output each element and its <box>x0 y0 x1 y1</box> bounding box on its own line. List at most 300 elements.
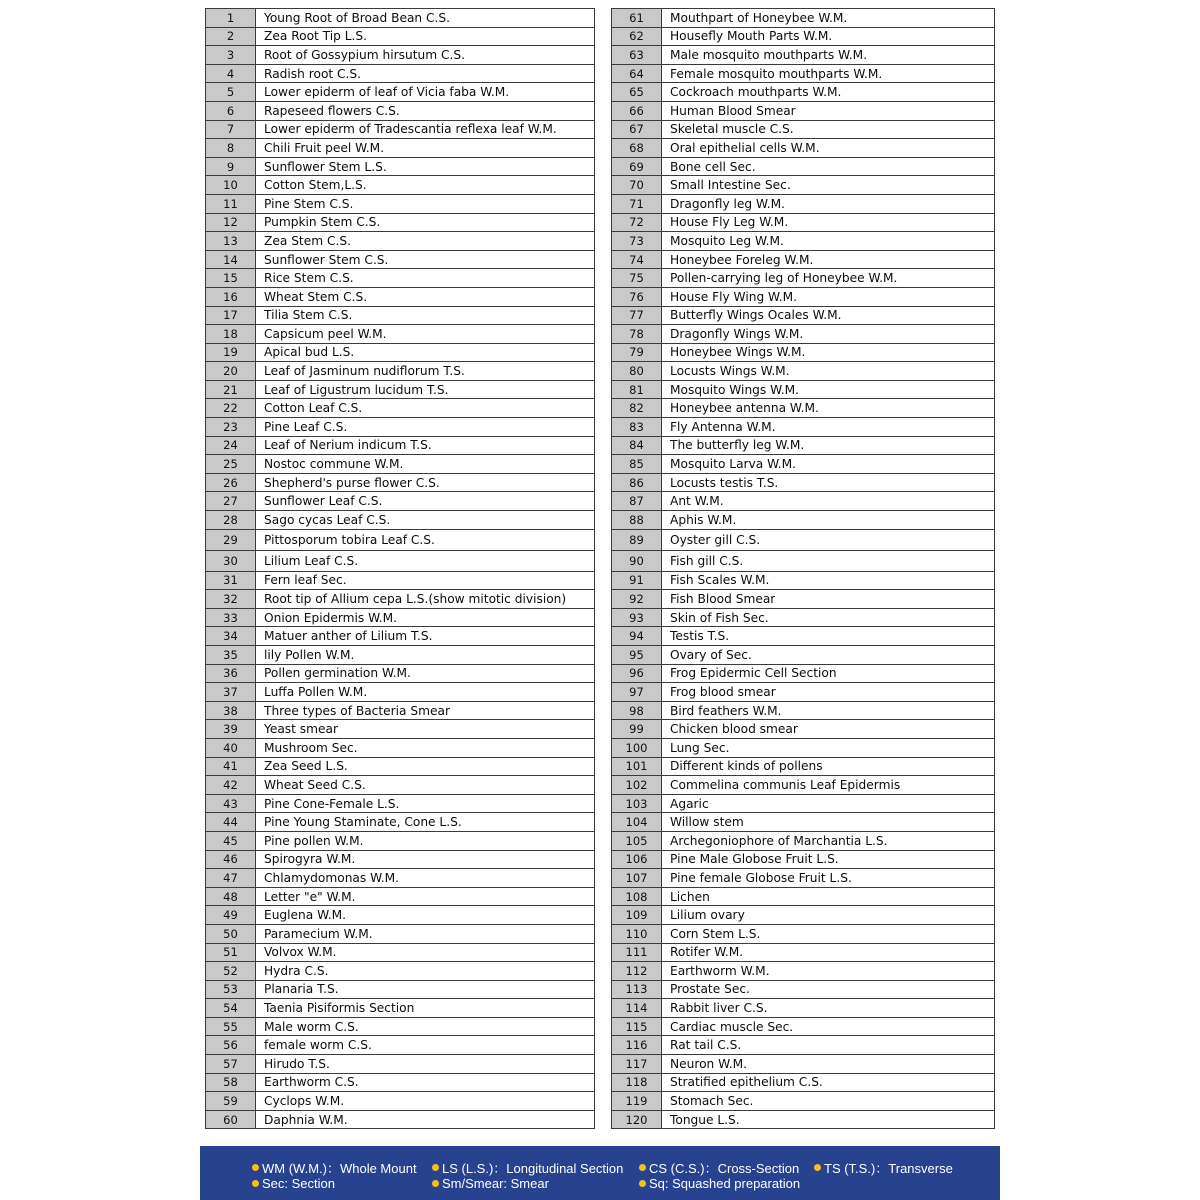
table-row <box>611 758 995 777</box>
slide-number: 7 <box>206 121 256 139</box>
slide-name: Onion Epidermis W.M. <box>264 610 398 625</box>
slide-name: Dragonfly Wings W.M. <box>670 326 804 341</box>
table-row <box>611 1018 995 1037</box>
slide-name: Root tip of Allium cepa L.S.(show mitotic division) <box>264 592 567 607</box>
slide-name: Fern leaf Sec. <box>264 573 347 588</box>
slide-name: Chlamydomonas W.M. <box>264 870 400 885</box>
slide-name: Sunflower Stem L.S. <box>264 159 387 174</box>
slide-name: Cotton Leaf C.S. <box>264 401 363 416</box>
slide-number: 33 <box>206 609 256 627</box>
slide-number: 11 <box>206 195 256 213</box>
slide-number: 92 <box>612 590 662 608</box>
table-row <box>611 65 995 84</box>
table-row <box>611 28 995 47</box>
slide-number: 100 <box>612 739 662 757</box>
table-row <box>205 981 595 1000</box>
slide-number: 64 <box>612 65 662 83</box>
table-row <box>611 251 995 270</box>
slide-name: Male worm C.S. <box>264 1019 359 1034</box>
table-row <box>611 981 995 1000</box>
table-row <box>205 869 595 888</box>
slide-number: 61 <box>612 9 662 27</box>
table-row <box>205 511 595 530</box>
slide-name: Agaric <box>670 796 709 811</box>
slide-list-right <box>611 8 995 1129</box>
slide-number: 17 <box>206 307 256 325</box>
slide-name: Pollen-carrying leg of Honeybee W.M. <box>670 271 898 286</box>
slide-number: 119 <box>612 1092 662 1110</box>
slide-name: Cyclops W.M. <box>264 1094 345 1109</box>
slide-number: 8 <box>206 139 256 157</box>
slide-name: Corn Stem L.S. <box>670 926 761 941</box>
slide-number: 65 <box>612 83 662 101</box>
table-row <box>611 492 995 511</box>
table-row <box>611 888 995 907</box>
table-row <box>611 720 995 739</box>
slide-name: Cotton Stem,L.S. <box>264 178 367 193</box>
slide-number: 87 <box>612 492 662 510</box>
table-row <box>205 1111 595 1130</box>
slide-number: 114 <box>612 999 662 1017</box>
table-row <box>611 739 995 758</box>
table-row <box>611 609 995 628</box>
slide-name: Pine Leaf C.S. <box>264 419 348 434</box>
table-row <box>611 869 995 888</box>
slide-name: Dragonfly leg W.M. <box>670 196 785 211</box>
slide-name: Ant W.M. <box>670 494 724 509</box>
slide-number: 104 <box>612 813 662 831</box>
table-row <box>205 492 595 511</box>
slide-number: 10 <box>206 176 256 194</box>
table-row <box>205 102 595 121</box>
slide-number: 57 <box>206 1055 256 1073</box>
table-row <box>611 46 995 65</box>
slide-name: Lower epiderm of leaf of Vicia faba W.M. <box>264 85 510 100</box>
table-row <box>611 590 995 609</box>
slide-name: Locusts Wings W.M. <box>670 364 790 379</box>
slide-name: Lilium Leaf C.S. <box>264 553 359 568</box>
slide-name: Bird feathers W.M. <box>670 703 782 718</box>
table-row <box>205 665 595 684</box>
slide-number: 28 <box>206 511 256 529</box>
slide-name: Ovary of Sec. <box>670 647 752 662</box>
slide-name: lily Pollen W.M. <box>264 647 355 662</box>
slide-name: Skeletal muscle C.S. <box>670 122 794 137</box>
table-row <box>205 381 595 400</box>
slide-number: 47 <box>206 869 256 887</box>
table-row <box>205 646 595 665</box>
slide-name: Honeybee Wings W.M. <box>670 345 806 360</box>
legend-item-ls: LS (L.S.)：Longitudinal Section <box>432 1158 623 1177</box>
table-row <box>205 906 595 925</box>
slide-number: 67 <box>612 121 662 139</box>
slide-name: Frog Epidermic Cell Section <box>670 666 837 681</box>
slide-number: 74 <box>612 251 662 269</box>
table-row <box>611 195 995 214</box>
slide-number: 14 <box>206 251 256 269</box>
slide-name: Lung Sec. <box>670 740 730 755</box>
slide-number: 59 <box>206 1092 256 1110</box>
slide-name: Pine Young Staminate, Cone L.S. <box>264 815 462 830</box>
slide-name: Stomach Sec. <box>670 1094 754 1109</box>
slide-number: 58 <box>206 1074 256 1092</box>
slide-number: 44 <box>206 813 256 831</box>
slide-name: Shepherd's purse flower C.S. <box>264 475 440 490</box>
slide-number: 36 <box>206 665 256 683</box>
table-row <box>205 158 595 177</box>
slide-number: 15 <box>206 269 256 287</box>
slide-name: Volvox W.M. <box>264 945 337 960</box>
slide-number: 76 <box>612 288 662 306</box>
slide-number: 32 <box>206 590 256 608</box>
slide-name: Paramecium W.M. <box>264 926 373 941</box>
slide-name: Rabbit liver C.S. <box>670 1001 768 1016</box>
slide-number: 73 <box>612 232 662 250</box>
slide-name: Stratified epithelium C.S. <box>670 1075 823 1090</box>
bullet-icon <box>252 1164 259 1171</box>
slide-name: Matuer anther of Lilium T.S. <box>264 629 433 644</box>
slide-name: Wheat Seed C.S. <box>264 777 366 792</box>
table-row <box>205 83 595 102</box>
bullet-icon <box>814 1164 821 1171</box>
slide-name: Fish Blood Smear <box>670 592 776 607</box>
slide-number: 95 <box>612 646 662 664</box>
slide-number: 54 <box>206 999 256 1017</box>
slide-number: 38 <box>206 702 256 720</box>
table-row <box>611 214 995 233</box>
slide-name: Chili Fruit peel W.M. <box>264 140 385 155</box>
table-row <box>205 195 595 214</box>
table-row <box>611 418 995 437</box>
slide-number: 90 <box>612 551 662 571</box>
table-row <box>611 925 995 944</box>
slide-number: 70 <box>612 176 662 194</box>
table-row <box>205 307 595 326</box>
slide-number: 79 <box>612 344 662 362</box>
table-row <box>611 232 995 251</box>
slide-name: Pittosporum tobira Leaf C.S. <box>264 532 435 547</box>
table-row <box>611 83 995 102</box>
slide-number: 13 <box>206 232 256 250</box>
table-row <box>611 139 995 158</box>
table-row <box>611 530 995 551</box>
slide-name: Cockroach mouthparts W.M. <box>670 85 842 100</box>
slide-name: Planaria T.S. <box>264 982 339 997</box>
slide-name: Pine pollen W.M. <box>264 833 364 848</box>
table-row <box>205 758 595 777</box>
slide-number: 96 <box>612 665 662 683</box>
slide-number: 37 <box>206 683 256 701</box>
slide-number: 26 <box>206 474 256 492</box>
table-row <box>205 739 595 758</box>
table-row <box>611 455 995 474</box>
table-row <box>205 269 595 288</box>
table-row <box>611 1111 995 1130</box>
slide-name: Nostoc commune W.M. <box>264 457 404 472</box>
slide-number: 110 <box>612 925 662 943</box>
slide-name: Tongue L.S. <box>670 1112 740 1127</box>
legend-item-sec: Sec: Section <box>252 1176 335 1191</box>
table-row <box>205 9 595 28</box>
slide-number: 117 <box>612 1055 662 1073</box>
slide-name: Fish Scales W.M. <box>670 573 770 588</box>
slide-name: Pine female Globose Fruit L.S. <box>670 870 852 885</box>
slide-name: Lilium ovary <box>670 908 745 923</box>
slide-number: 75 <box>612 269 662 287</box>
table-row <box>611 962 995 981</box>
table-row <box>205 720 595 739</box>
slide-name: Rapeseed flowers C.S. <box>264 103 400 118</box>
slide-number: 111 <box>612 944 662 962</box>
slide-number: 9 <box>206 158 256 176</box>
slide-number: 53 <box>206 981 256 999</box>
slide-name: House Fly Leg W.M. <box>670 215 789 230</box>
table-row <box>611 1074 995 1093</box>
slide-name: Mosquito Wings W.M. <box>670 382 800 397</box>
table-row <box>611 702 995 721</box>
table-row <box>611 999 995 1018</box>
slide-name: Neuron W.M. <box>670 1056 748 1071</box>
slide-name: Small Intestine Sec. <box>670 178 791 193</box>
table-row <box>611 474 995 493</box>
table-row <box>205 1055 595 1074</box>
slide-name: Rotifer W.M. <box>670 945 744 960</box>
slide-number: 39 <box>206 720 256 738</box>
slide-name: Frog blood smear <box>670 684 776 699</box>
slide-name: Pine Stem C.S. <box>264 196 354 211</box>
slide-name: Three types of Bacteria Smear <box>264 703 450 718</box>
abbreviation-legend <box>200 1146 1000 1200</box>
table-row <box>205 1074 595 1093</box>
slide-number: 115 <box>612 1018 662 1036</box>
slide-name: Oyster gill C.S. <box>670 532 761 547</box>
slide-name: Honeybee Foreleg W.M. <box>670 252 814 267</box>
slide-name: Radish root C.S. <box>264 66 362 81</box>
slide-name: Pollen germination W.M. <box>264 666 411 681</box>
slide-name: Honeybee antenna W.M. <box>670 401 819 416</box>
slide-name: Daphnia W.M. <box>264 1112 348 1127</box>
slide-name: Letter "e" W.M. <box>264 889 356 904</box>
slide-number: 89 <box>612 530 662 550</box>
slide-number: 83 <box>612 418 662 436</box>
slide-name: Willow stem <box>670 815 744 830</box>
slide-name: Lichen <box>670 889 710 904</box>
slide-name: Female mosquito mouthparts W.M. <box>670 66 883 81</box>
table-row <box>205 702 595 721</box>
table-row <box>611 176 995 195</box>
slide-number: 85 <box>612 455 662 473</box>
slide-name: Hydra C.S. <box>264 963 329 978</box>
table-row <box>205 813 595 832</box>
table-row <box>611 288 995 307</box>
table-row <box>611 344 995 363</box>
slide-name: Mushroom Sec. <box>264 740 358 755</box>
table-row <box>205 609 595 628</box>
slide-name: Butterfly Wings Ocales W.M. <box>670 308 842 323</box>
table-row <box>205 944 595 963</box>
slide-name: Leaf of Jasminum nudiflorum T.S. <box>264 364 465 379</box>
slide-number: 99 <box>612 720 662 738</box>
slide-number: 16 <box>206 288 256 306</box>
table-row <box>611 437 995 456</box>
table-row <box>205 590 595 609</box>
slide-number: 49 <box>206 906 256 924</box>
slide-number: 118 <box>612 1074 662 1092</box>
slide-number: 50 <box>206 925 256 943</box>
slide-number: 40 <box>206 739 256 757</box>
slide-number: 116 <box>612 1036 662 1054</box>
slide-name: Oral epithelial cells W.M. <box>670 140 820 155</box>
table-row <box>611 944 995 963</box>
bullet-icon <box>432 1164 439 1171</box>
bullet-icon <box>432 1180 439 1187</box>
slide-name: Zea Seed L.S. <box>264 759 348 774</box>
slide-name: The butterfly leg W.M. <box>670 438 805 453</box>
slide-number: 97 <box>612 683 662 701</box>
slide-number: 93 <box>612 609 662 627</box>
table-row <box>611 665 995 684</box>
slide-number: 23 <box>206 418 256 436</box>
slide-list-left <box>205 8 595 1129</box>
slide-number: 69 <box>612 158 662 176</box>
slide-name: Chicken blood smear <box>670 722 798 737</box>
slide-number: 66 <box>612 102 662 120</box>
slide-name: Earthworm C.S. <box>264 1075 359 1090</box>
table-row <box>611 683 995 702</box>
slide-number: 106 <box>612 851 662 869</box>
table-row <box>611 646 995 665</box>
table-row <box>611 399 995 418</box>
slide-name: Taenia Pisiformis Section <box>264 1001 415 1016</box>
slide-name: Root of Gossypium hirsutum C.S. <box>264 47 465 62</box>
slide-number: 43 <box>206 795 256 813</box>
bullet-icon <box>639 1164 646 1171</box>
slide-number: 63 <box>612 46 662 64</box>
table-row <box>611 362 995 381</box>
slide-name: Pine Cone-Female L.S. <box>264 796 400 811</box>
slide-number: 68 <box>612 139 662 157</box>
slide-name: Human Blood Smear <box>670 103 796 118</box>
table-row <box>205 776 595 795</box>
table-row <box>205 851 595 870</box>
table-row <box>611 551 995 572</box>
slide-name: Mosquito Leg W.M. <box>670 233 784 248</box>
slide-number: 1 <box>206 9 256 27</box>
slide-number: 52 <box>206 962 256 980</box>
slide-number: 20 <box>206 362 256 380</box>
table-row <box>205 65 595 84</box>
slide-name: Archegoniophore of Marchantia L.S. <box>670 833 888 848</box>
table-row <box>205 121 595 140</box>
table-row <box>205 1092 595 1111</box>
table-row <box>205 344 595 363</box>
table-row <box>205 530 595 551</box>
legend-item-wm: WM (W.M.)：Whole Mount <box>252 1158 417 1177</box>
slide-number: 42 <box>206 776 256 794</box>
slide-name: Housefly Mouth Parts W.M. <box>670 29 833 44</box>
slide-number: 112 <box>612 962 662 980</box>
slide-name: Zea Stem C.S. <box>264 233 351 248</box>
slide-number: 2 <box>206 28 256 46</box>
slide-number: 72 <box>612 214 662 232</box>
slide-number: 22 <box>206 399 256 417</box>
slide-name: Mosquito Larva W.M. <box>670 457 797 472</box>
slide-number: 5 <box>206 83 256 101</box>
slide-number: 4 <box>206 65 256 83</box>
slide-name: Sunflower Leaf C.S. <box>264 494 383 509</box>
table-row <box>611 906 995 925</box>
legend-item-sq: Sq: Squashed preparation <box>639 1176 800 1191</box>
slide-number: 55 <box>206 1018 256 1036</box>
slide-name: Sago cycas Leaf C.S. <box>264 512 391 527</box>
slide-number: 105 <box>612 832 662 850</box>
slide-number: 107 <box>612 869 662 887</box>
slide-name: Luffa Pollen W.M. <box>264 684 368 699</box>
slide-name: Testis T.S. <box>670 629 730 644</box>
slide-number: 6 <box>206 102 256 120</box>
table-row <box>611 776 995 795</box>
slide-name: Mouthpart of Honeybee W.M. <box>670 10 848 25</box>
table-row <box>205 832 595 851</box>
table-row <box>205 1018 595 1037</box>
bullet-icon <box>252 1180 259 1187</box>
slide-number: 94 <box>612 627 662 645</box>
table-row <box>205 176 595 195</box>
slide-number: 24 <box>206 437 256 455</box>
slide-number: 56 <box>206 1036 256 1054</box>
table-row <box>205 399 595 418</box>
slide-name: Zea Root Tip L.S. <box>264 29 368 44</box>
slide-name: Pine Male Globose Fruit L.S. <box>670 852 839 867</box>
slide-number: 19 <box>206 344 256 362</box>
table-row <box>611 121 995 140</box>
slide-name: Fish gill C.S. <box>670 553 744 568</box>
slide-name: Skin of Fish Sec. <box>670 610 769 625</box>
table-row <box>611 1092 995 1111</box>
legend-item-cs: CS (C.S.)：Cross-Section <box>639 1158 799 1177</box>
slide-name: Prostate Sec. <box>670 982 750 997</box>
table-row <box>205 962 595 981</box>
slide-name: Male mosquito mouthparts W.M. <box>670 47 868 62</box>
table-row <box>205 46 595 65</box>
table-row <box>205 28 595 47</box>
table-row <box>611 813 995 832</box>
slide-number: 31 <box>206 572 256 590</box>
slide-number: 48 <box>206 888 256 906</box>
slide-number: 3 <box>206 46 256 64</box>
slide-number: 51 <box>206 944 256 962</box>
slide-name: Earthworm W.M. <box>670 963 770 978</box>
slide-name: Bone cell Sec. <box>670 159 756 174</box>
table-row <box>611 381 995 400</box>
slide-number: 113 <box>612 981 662 999</box>
slide-number: 109 <box>612 906 662 924</box>
table-row <box>205 888 595 907</box>
slide-name: Capsicum peel W.M. <box>264 326 387 341</box>
table-row <box>205 1036 595 1055</box>
table-row <box>611 158 995 177</box>
legend-item-ts: TS (T.S.)：Transverse <box>814 1158 953 1177</box>
slide-name: Leaf of Nerium indicum T.S. <box>264 438 432 453</box>
slide-number: 29 <box>206 530 256 550</box>
slide-number: 35 <box>206 646 256 664</box>
slide-number: 108 <box>612 888 662 906</box>
slide-number: 81 <box>612 381 662 399</box>
slide-number: 45 <box>206 832 256 850</box>
slide-name: House Fly Wing W.M. <box>670 289 797 304</box>
table-row <box>611 572 995 591</box>
slide-name: Spirogyra W.M. <box>264 852 356 867</box>
